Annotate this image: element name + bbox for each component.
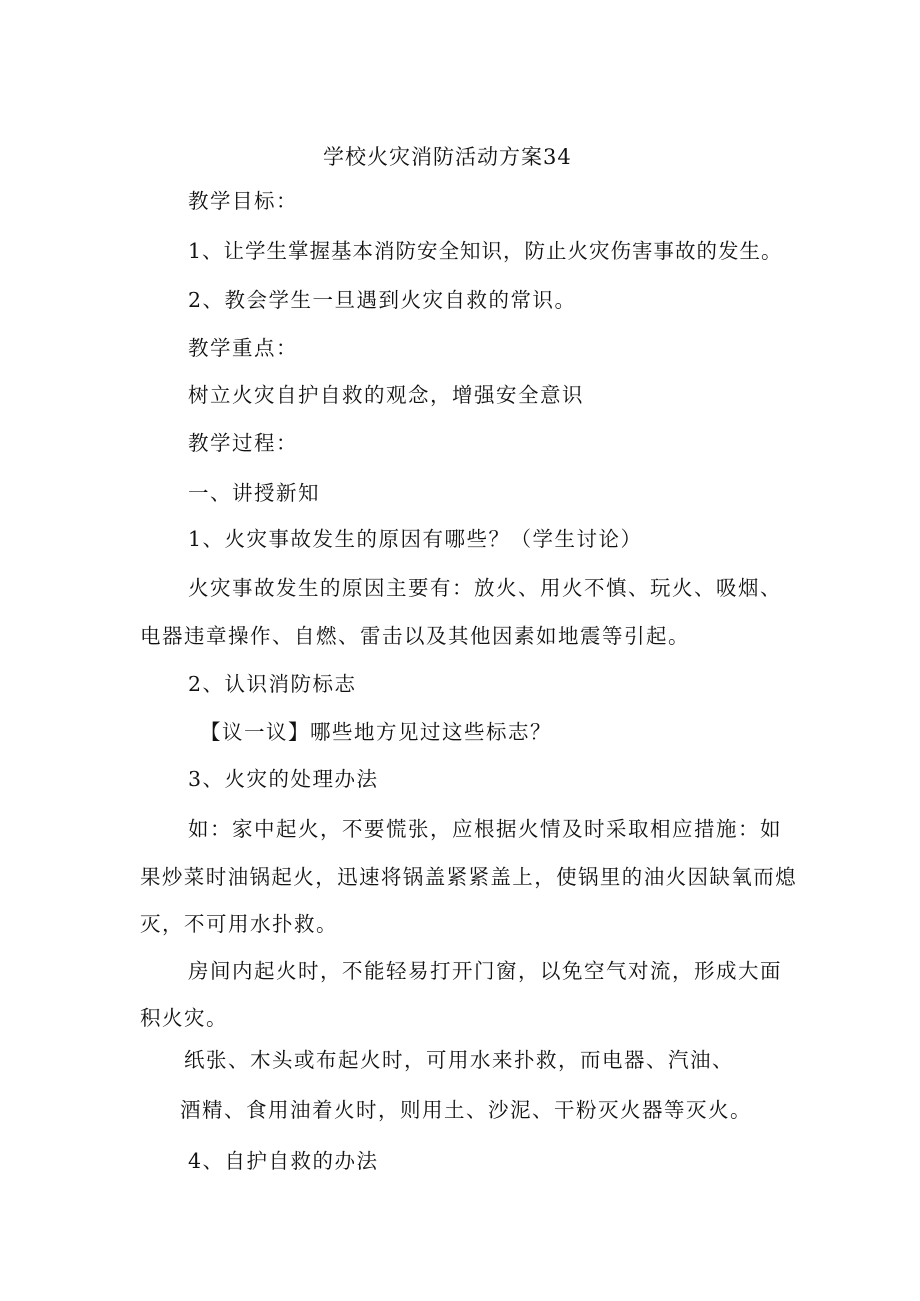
paragraph-discussion: 【议一议】哪些地方见过这些标志？	[200, 720, 552, 744]
paragraph-causes-line-1: 火灾事故发生的原因主要有：放火、用火不慎、玩火、吸烟、	[188, 576, 782, 600]
paragraph-materials-line-1: 纸张、木头或布起火时，可用水来扑救，而电器、汽油、	[184, 1048, 734, 1072]
paragraph-causes-line-2: 电器违章操作、自燃、雷击以及其他因素如地震等引起。	[140, 624, 690, 648]
paragraph-kitchen-line-3: 灭，不可用水扑救。	[140, 912, 338, 936]
paragraph-room-line-1: 房间内起火时，不能轻易打开门窗，以免空气对流，形成大面	[188, 959, 782, 983]
paragraph-key-point: 树立火灾自护自救的观念，增强安全意识	[188, 383, 584, 407]
paragraph-kitchen-line-2: 果炒菜时油锅起火，迅速将锅盖紧紧盖上，使锅里的油火因缺氧而熄	[140, 865, 797, 889]
paragraph-room-line-2: 积火灾。	[140, 1006, 228, 1030]
paragraph-kitchen-line-1: 如：家中起火，不要慌张，应根据火情及时采取相应措施：如	[188, 817, 782, 841]
paragraph-materials-line-2: 酒精、食用油着火时，则用土、沙泥、干粉灭火器等灭火。	[180, 1098, 752, 1122]
heading-process: 教学过程：	[188, 431, 298, 455]
sub-heading-3: 3、火灾的处理办法	[188, 767, 379, 791]
sub-heading-1: 1、火灾事故发生的原因有哪些？（学生讨论）	[188, 527, 643, 551]
section-heading-1: 一、讲授新知	[188, 481, 320, 505]
paragraph-objective-1: 1、让学生掌握基本消防安全知识，防止火灾伤害事故的发生。	[188, 239, 783, 263]
sub-heading-4: 4、自护自救的办法	[188, 1149, 379, 1173]
paragraph-objective-2: 2、教会学生一旦遇到火灾自救的常识。	[188, 288, 577, 312]
heading-objectives: 教学目标：	[188, 189, 298, 213]
page-title: 学校火灾消防活动方案34	[323, 145, 572, 169]
sub-heading-2: 2、认识消防标志	[188, 672, 357, 696]
heading-key-points: 教学重点：	[188, 336, 298, 360]
